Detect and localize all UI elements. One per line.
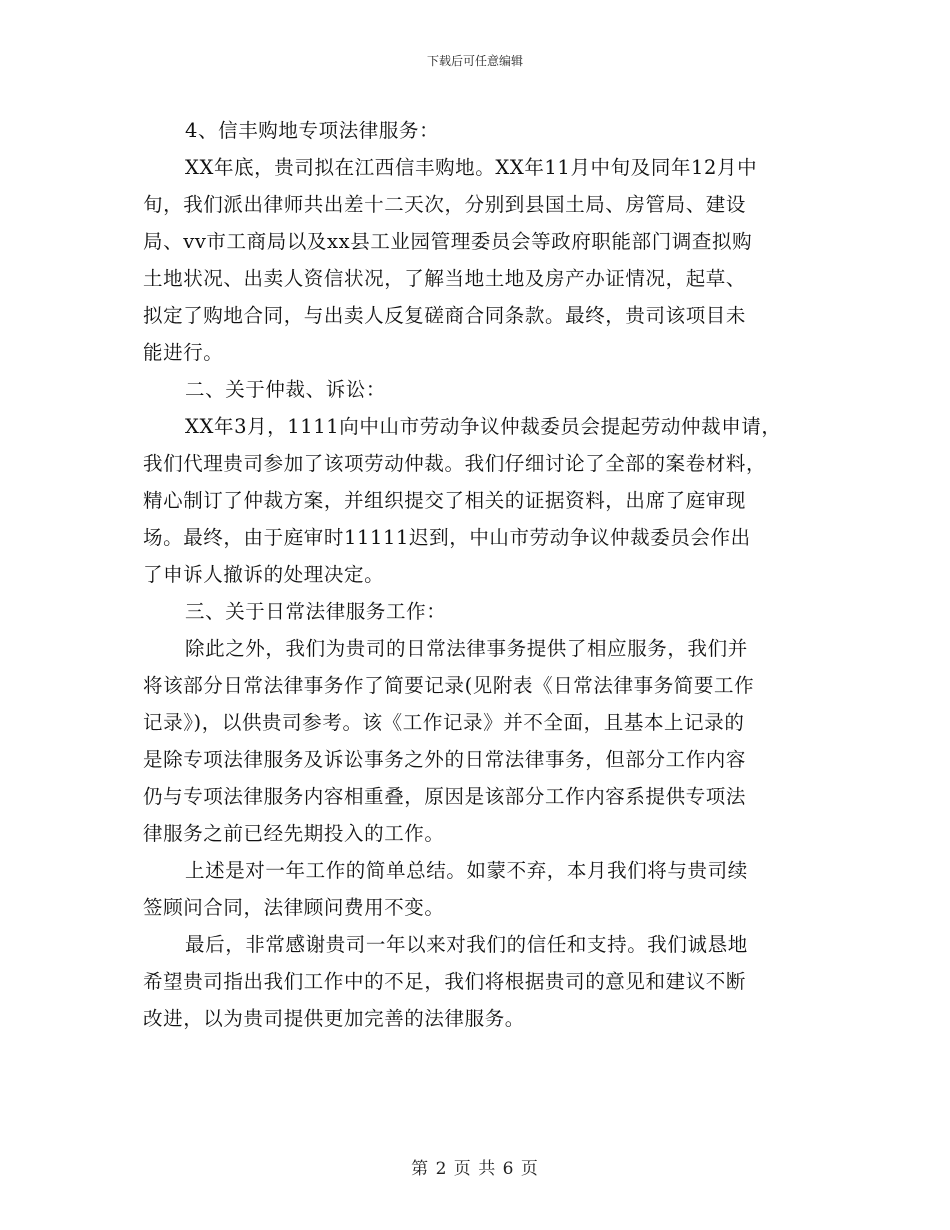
document-body — [143, 112, 815, 1037]
paragraph-line: 是除专项法律服务及诉讼事务之外的日常法律事务，但部分工作内容 — [143, 748, 747, 771]
paragraph-line: XX年底，贵司拟在江西信丰购地。XX年11月中旬及同年12月中 — [185, 156, 758, 179]
paragraph-line: 律服务之前已经先期投入的工作。 — [143, 822, 445, 845]
paragraph-line: 除此之外，我们为贵司的日常法律事务提供了相应服务，我们并 — [185, 637, 748, 660]
paragraph-line: 拟定了购地合同，与出卖人反复磋商合同条款。最终，贵司该项目未 — [143, 304, 747, 327]
paragraph-line: 最后，非常感谢贵司一年以来对我们的信任和支持。我们诚恳地 — [185, 933, 748, 956]
section-heading-land-purchase: 4、信丰购地专项法律服务： — [185, 119, 440, 142]
paragraph-line: 记录》)，以供贵司参考。该《工作记录》并不全面，且基本上记录的 — [143, 711, 745, 734]
paragraph-line: 改进，以为贵司提供更加完善的法律服务。 — [143, 1007, 525, 1030]
paragraph-line: 希望贵司指出我们工作中的不足，我们将根据贵司的意见和建议不断 — [143, 970, 747, 993]
paragraph-line: 我们代理贵司参加了该项劳动仲裁。我们仔细讨论了全部的案卷材料， — [143, 452, 767, 475]
paragraph-line: 了申诉人撤诉的处理决定。 — [143, 563, 385, 586]
paragraph-line: 局、vv市工商局以及xx县工业园管理委员会等政府职能部门调查拟购 — [143, 230, 753, 253]
paragraph-line: 能进行。 — [143, 341, 224, 364]
paragraph-line: 上述是对一年工作的简单总结。如蒙不弃，本月我们将与贵司续 — [185, 859, 748, 882]
paragraph-line: 土地状况、出卖人资信状况，了解当地土地及房产办证情况，起草、 — [143, 267, 747, 290]
page-header: 下载后可任意编辑 — [426, 54, 523, 68]
paragraph-line: 场。最终，由于庭审时11111迟到，中山市劳动争议仲裁委员会作出 — [143, 526, 751, 549]
page-number-footer: 第 2 页 共 6 页 — [411, 1159, 539, 1179]
paragraph-line: 将该部分日常法律事务作了简要记录(见附表《日常法律事务简要工作 — [143, 674, 755, 697]
paragraph-line: XX年3月，1111向中山市劳动争议仲裁委员会提起劳动仲裁申请， — [185, 415, 782, 438]
paragraph-line: 精心制订了仲裁方案，并组织提交了相关的证据资料，出席了庭审现 — [143, 489, 747, 512]
paragraph-line: 仍与专项法律服务内容相重叠，原因是该部分工作内容系提供专项法 — [143, 785, 747, 808]
paragraph-line: 签顾问合同，法律顾问费用不变。 — [143, 896, 445, 919]
section-heading-arbitration: 二、关于仲裁、诉讼： — [185, 378, 387, 401]
section-heading-daily-services: 三、关于日常法律服务工作： — [185, 600, 447, 623]
paragraph-line: 旬，我们派出律师共出差十二天次，分别到县国土局、房管局、建设 — [143, 193, 747, 216]
